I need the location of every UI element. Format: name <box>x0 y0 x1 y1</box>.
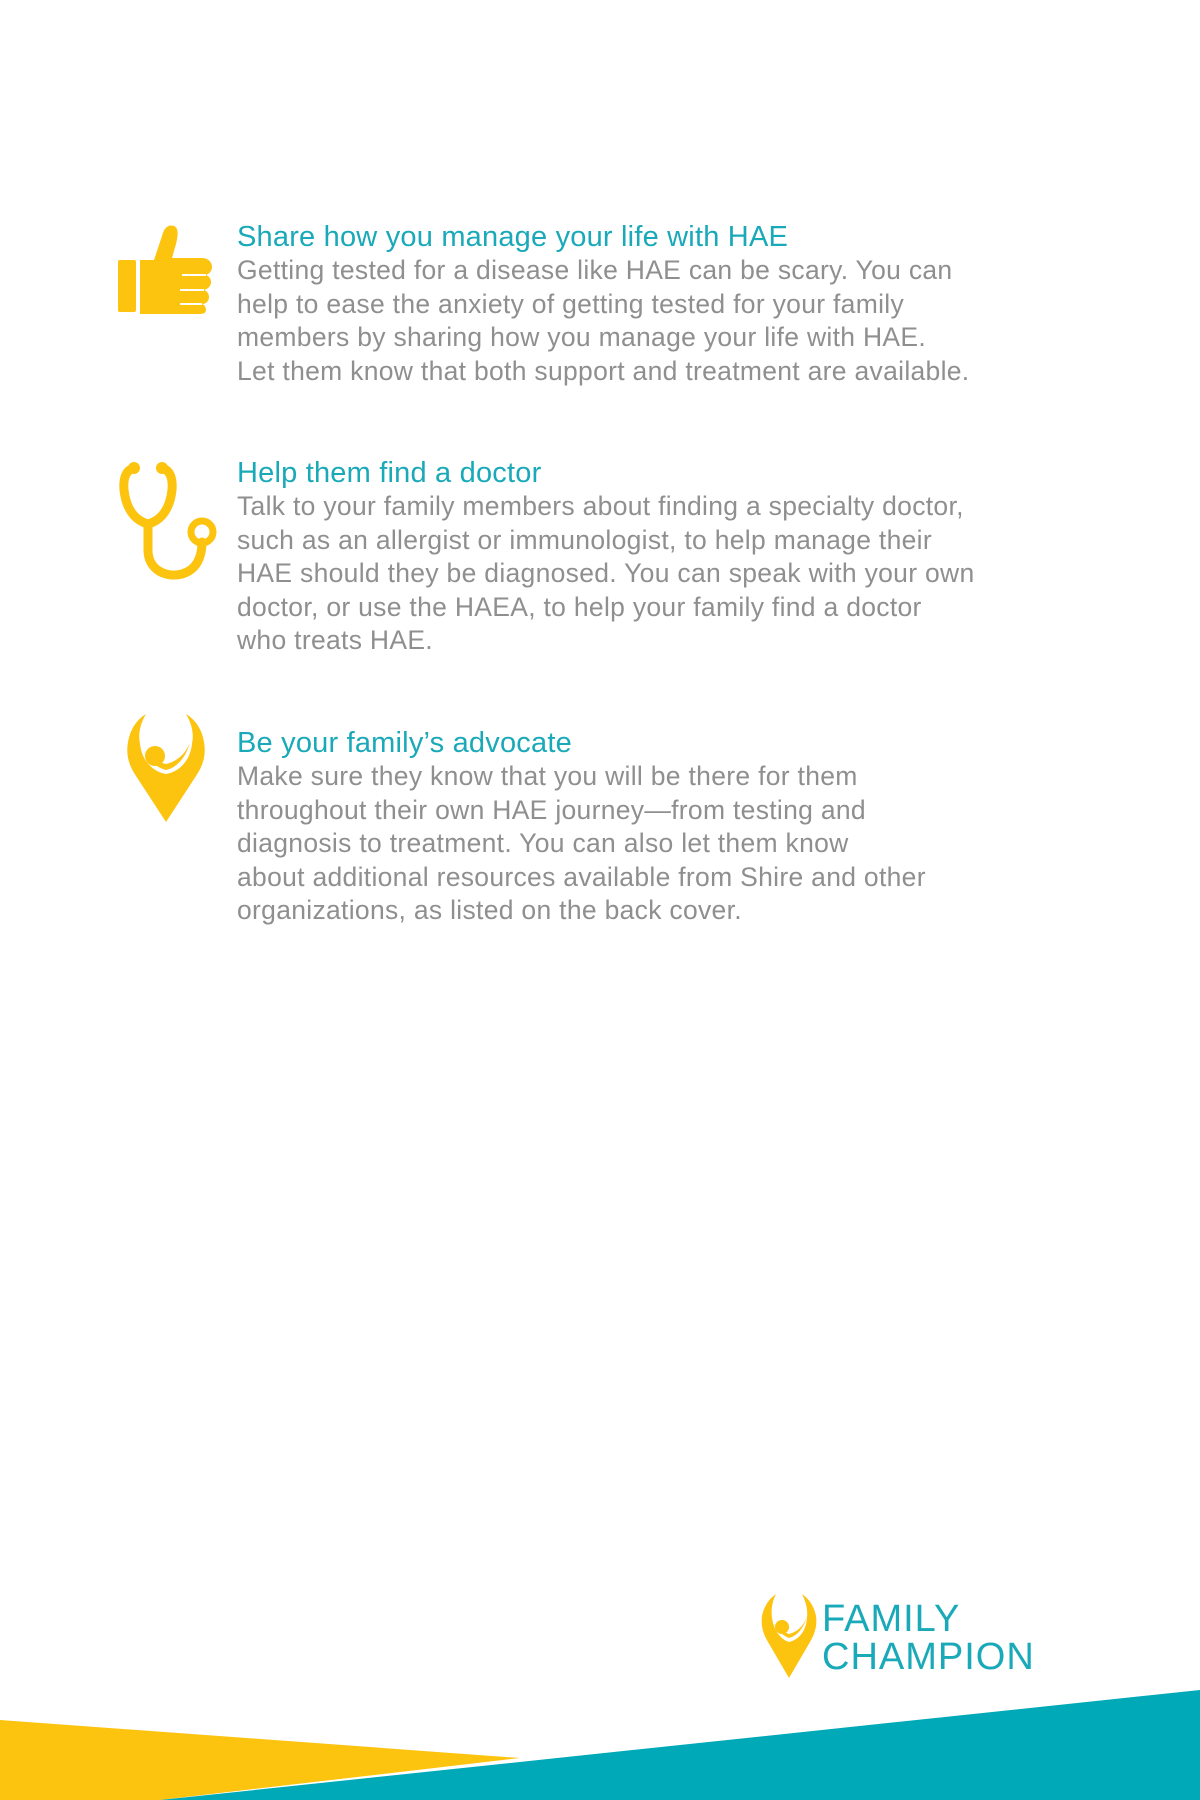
section-body <box>237 490 1117 658</box>
body-line: HAE should they be diagnosed. You can speak with your own <box>237 558 975 588</box>
location-pin-person-icon <box>760 1594 818 1678</box>
section-heading: Help them find a doctor <box>237 457 542 489</box>
logo-line-champion: CHAMPION <box>822 1636 1035 1678</box>
body-line: Let them know that both support and treatment are available. <box>237 355 970 386</box>
section-body <box>237 760 1117 928</box>
section-find-doctor <box>237 456 1117 658</box>
body-line: Talk to your family members about finding a specialty doctor, <box>237 491 964 521</box>
section-share-management <box>237 220 1117 388</box>
body-line: members by sharing how you manage your life with HAE. <box>237 322 927 352</box>
family-champion-logo <box>760 1592 1080 1682</box>
footer-band <box>0 1680 1200 1800</box>
section-heading: Share how you manage your life with HAE <box>237 221 789 253</box>
body-line: help to ease the anxiety of getting tested for your family <box>237 288 905 319</box>
logo-line-family: FAMILY <box>822 1598 961 1640</box>
body-line: such as an allergist or immunologist, to help manage their <box>237 524 932 555</box>
stethoscope-icon <box>118 458 218 584</box>
body-line: Getting tested for a disease like HAE can be scary. You can <box>237 255 953 285</box>
thumbs-up-icon <box>118 224 214 314</box>
body-line: about additional resources available from Shire and other <box>237 861 926 892</box>
section-body <box>237 254 1117 388</box>
body-line: diagnosis to treatment. You can also let them know <box>237 828 849 858</box>
section-advocate <box>237 726 1117 928</box>
body-line: who treats HAE. <box>237 625 433 655</box>
body-line: organizations, as listed on the back cover. <box>237 895 742 925</box>
section-heading: Be your family’s advocate <box>237 727 572 759</box>
body-line: doctor, or use the HAEA, to help your family find a doctor <box>237 591 922 622</box>
body-line: Make sure they know that you will be there for them <box>237 761 858 791</box>
location-pin-person-icon <box>124 712 208 824</box>
body-line: throughout their own HAE journey—from testing and <box>237 794 866 825</box>
